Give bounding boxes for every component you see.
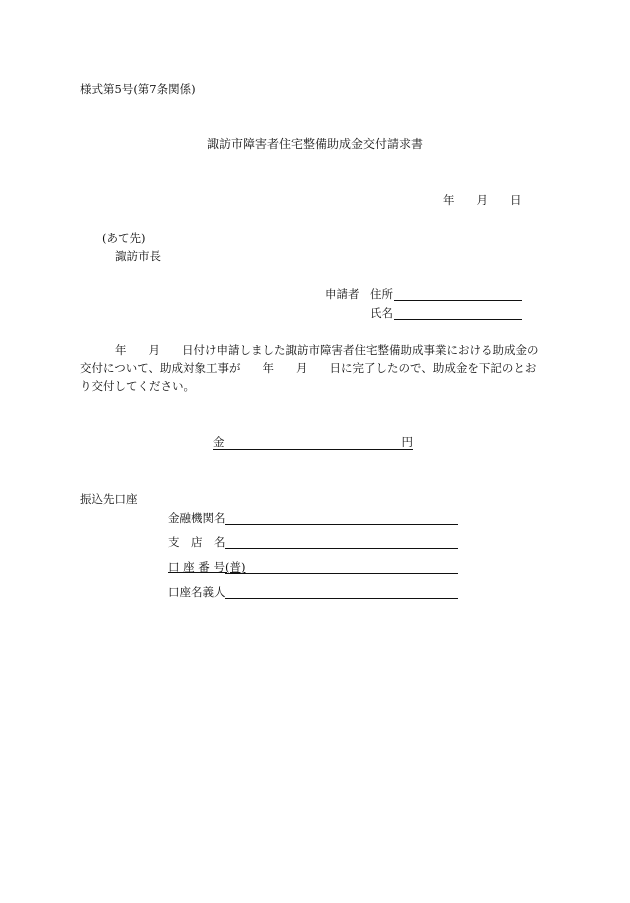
body-year-2: 年 bbox=[262, 361, 275, 375]
date-year-label: 年 bbox=[443, 193, 455, 207]
address-field[interactable] bbox=[394, 287, 522, 301]
date-month-label: 月 bbox=[476, 193, 488, 207]
name-field[interactable] bbox=[394, 306, 522, 320]
body-text-1: 日付け申請しました諏訪市障害者住宅整備助成事業における助成金の bbox=[182, 343, 539, 357]
branch-name-label: 支 店 名 bbox=[168, 535, 226, 549]
bank-name-field[interactable] bbox=[225, 511, 458, 525]
body-month-1: 月 bbox=[148, 343, 160, 357]
bank-account-heading: 振込先口座 bbox=[80, 492, 138, 506]
date-day-label: 日 bbox=[510, 193, 522, 207]
body-text-2b: 日に完了したので、助成金を下記のとお bbox=[329, 361, 537, 375]
addressee-prefix: (あて先) bbox=[102, 231, 146, 245]
amount-suffix: 円 bbox=[401, 435, 413, 449]
account-holder-row bbox=[168, 585, 458, 599]
account-number-row bbox=[168, 560, 458, 574]
body-year-1: 年 bbox=[115, 343, 127, 357]
addressee-name: 諏訪市長 bbox=[115, 249, 161, 263]
account-holder-field[interactable] bbox=[225, 585, 458, 599]
applicant-label: 申請者 bbox=[325, 287, 360, 301]
document-title: 諏訪市障害者住宅整備助成金交付請求書 bbox=[207, 137, 424, 151]
body-line-2 bbox=[80, 361, 536, 375]
address-label: 住所 bbox=[370, 287, 393, 301]
date-line bbox=[443, 193, 522, 207]
amount-prefix: 金 bbox=[213, 435, 225, 449]
body-line-1 bbox=[80, 343, 539, 357]
body-line-3: り交付してください。 bbox=[80, 379, 195, 393]
account-holder-label: 口座名義人 bbox=[168, 585, 226, 599]
account-number-field[interactable] bbox=[225, 560, 458, 574]
branch-name-row bbox=[168, 535, 458, 549]
branch-name-field[interactable] bbox=[225, 535, 458, 549]
body-text-2a: 交付について、助成対象工事が bbox=[80, 361, 241, 375]
body-month-2: 月 bbox=[296, 361, 308, 375]
name-label: 氏名 bbox=[370, 306, 393, 320]
form-number: 様式第5号(第7条関係) bbox=[80, 82, 196, 96]
amount-field[interactable] bbox=[213, 435, 413, 453]
bank-name-label: 金融機関名 bbox=[168, 511, 226, 525]
account-number-label: 口 座 番 号(普) bbox=[168, 560, 246, 574]
bank-name-row bbox=[168, 511, 458, 525]
